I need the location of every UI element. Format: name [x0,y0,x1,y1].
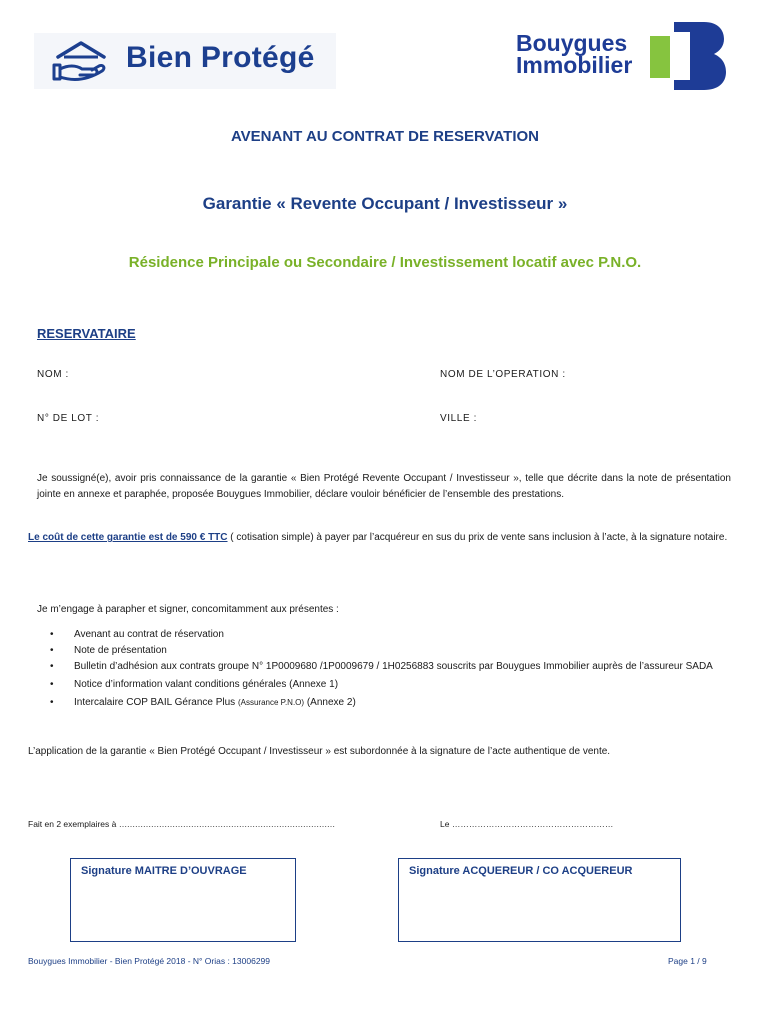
section-heading-reservataire: RESERVATAIRE [37,326,136,341]
bullet-icon: • [50,679,54,690]
list-item: • Bulletin d’adhésion aux contrats groupe N° 1P0009680 /1P0009679 / 1H0256883 souscrits par Bouygues Immobilier auprès de l’assureur SADA [50,658,740,675]
commitment-list [50,627,740,710]
list-item: • Notice d’information valant conditions générales (Annexe 1) [50,677,740,693]
list-item: • Note de présentation [50,643,740,659]
signature-box-maitre-ouvrage [70,858,296,942]
list-item: • Avenant au contrat de réservation [50,627,740,643]
commitment-intro: Je m’engage à parapher et signer, concomitamment aux présentes : [37,604,339,615]
bullet-icon: • [50,629,54,640]
signature-box-acquereur [398,858,681,942]
bouygues-immobilier-wordmark: Bouygues Immobilier [516,30,633,78]
bouygues-b-icon [674,22,726,90]
cost-paragraph [28,530,732,546]
bullet-icon: • [50,696,54,708]
declaration-paragraph: Je soussigné(e), avoir pris connaissance de la garantie « Bien Protégé Revente Occupant / Investisseur », telle que décrite dans la note de présentation jointe en annexe et paraphée, proposée Bouygues Immobilier, déclare vouloir bénéficier de l’ensemble des prestations. [37,473,731,500]
field-ville: VILLE : [440,413,477,424]
field-nom: NOM : [37,369,69,380]
bien-protege-logo [34,33,336,89]
made-in-line: Fait en 2 exemplaires à ……………………………………………………………………… [28,819,335,829]
document-sub-subtitle: Résidence Principale ou Secondaire / Investissement locatif avec P.N.O. [128,254,642,271]
bullet-icon: • [50,661,54,672]
page-number: Page 1 / 9 [668,956,707,966]
document-subtitle: Garantie « Revente Occupant / Investisseur » [202,194,568,213]
house-hand-icon [50,39,112,83]
bien-protege-wordmark: Bien Protégé [126,41,315,74]
list-item: • Intercalaire COP BAIL Gérance Plus (Assurance P.N.O) (Annexe 2) [50,695,740,711]
signature-label-acquereur: Signature ACQUEREUR / CO ACQUEREUR [409,865,633,877]
application-sentence: L’application de la garantie « Bien Protégé Occupant / Investisseur » est subordonnée à la signature de l’acte authentique de vente. [28,746,611,757]
cost-details: ( cotisation simple) à payer par l’acquéreur en sus du prix de vente sans inclusion à l’acte, à la signature notaire. [227,532,728,543]
bullet-icon: • [50,644,54,656]
signature-label-maitre-ouvrage: Signature MAITRE D’OUVRAGE [81,865,247,877]
field-lot: N° DE LOT : [37,413,100,424]
footer-reference: Bouygues Immobilier - Bien Protégé 2018 - N° Orias : 13006299 [28,956,271,966]
field-nom-operation: NOM DE L’OPERATION : [440,369,566,380]
bouygues-immobilier-logo [516,22,726,90]
date-line: Le ………………………………………………… [440,819,614,829]
document-title: AVENANT AU CONTRAT DE RESERVATION [230,128,540,145]
cost-highlight: Le coût de cette garantie est de 590 € TTC [28,532,228,543]
bouygues-green-bar [650,36,670,78]
